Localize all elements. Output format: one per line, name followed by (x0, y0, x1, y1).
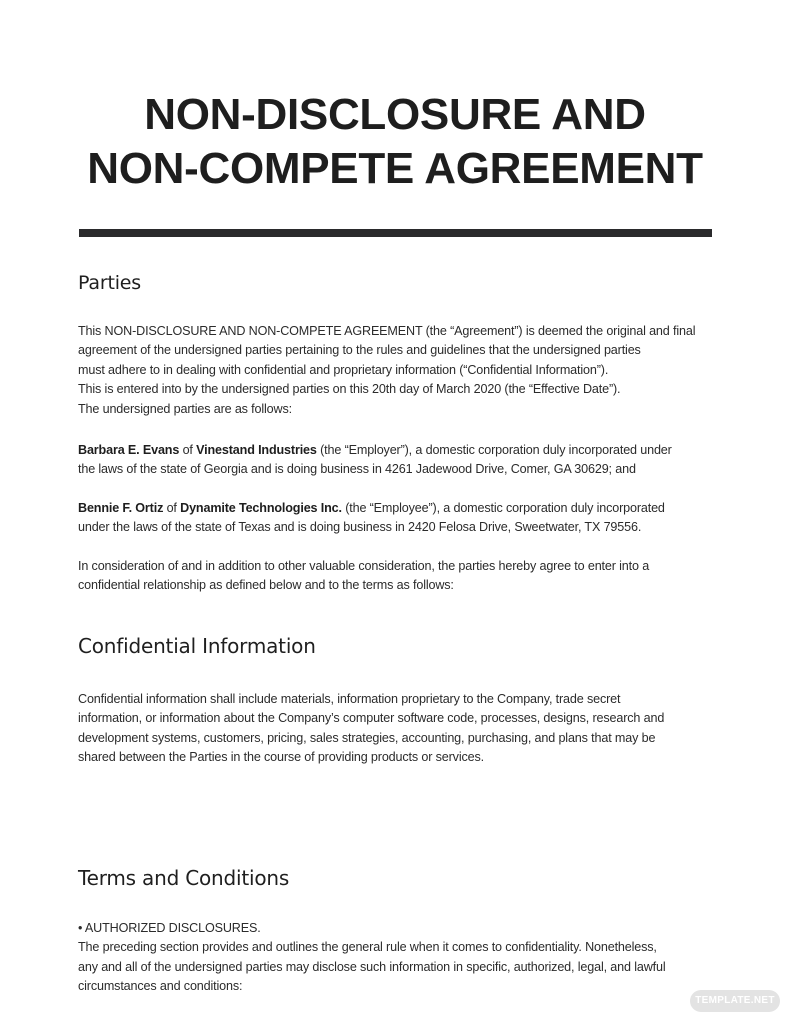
paragraph-line: This NON-DISCLOSURE AND NON-COMPETE AGREEMENT (the “Agreement”) is deemed the original and final (78, 324, 696, 338)
employer-name: Barbara E. Evans (78, 443, 180, 457)
paragraph-line: information, or information about the Company’s computer software code, processes, designs, research and (78, 711, 665, 726)
section-heading-parties: Parties (78, 272, 141, 294)
document-title (0, 88, 790, 196)
paragraph-line: The undersigned parties are as follows: (78, 401, 292, 416)
paragraph-line: circumstances and conditions: (78, 979, 243, 994)
title-divider (79, 229, 712, 237)
paragraph-line: confidential relationship as defined below and to the terms as follows: (78, 578, 454, 593)
paragraph-line (78, 499, 728, 518)
consideration-paragraph (78, 557, 728, 596)
title-line-2: NON-COMPETE AGREEMENT (87, 144, 703, 193)
confidential-paragraph (78, 690, 728, 768)
employee-name: Bennie F. Ortiz (78, 501, 164, 515)
section-heading-confidential-information: Confidential Information (78, 634, 316, 658)
paragraph-line: Confidential information shall include materials, information proprietary to the Company, trade secret (78, 692, 621, 706)
employee-paragraph (78, 499, 728, 538)
section-heading-terms-and-conditions: Terms and Conditions (78, 866, 290, 890)
employer-description: (the “Employer”), a domestic corporation duly incorporated under (316, 443, 672, 457)
template-net-watermark: TEMPLATE.NET (690, 990, 780, 1012)
paragraph-line: In consideration of and in addition to other valuable consideration, the parties hereby agree to enter into a (78, 559, 650, 573)
employer-paragraph (78, 441, 728, 480)
parties-intro-paragraph (78, 322, 728, 419)
employer-company: Vinestand Industries (196, 443, 317, 457)
paragraph-line: any and all of the undersigned parties may disclose such information in specific, authorized, legal, and lawful (78, 959, 666, 974)
paragraph-line: development systems, customers, pricing, sales strategies, accounting, purchasing, and plans that may be (78, 730, 656, 745)
employee-description: (the “Employee”), a domestic corporation duly incorporated (341, 501, 665, 515)
paragraph-line: The preceding section provides and outlines the general rule when it comes to confidentiality. Nonetheless, (78, 940, 657, 955)
connector-text: of (163, 501, 181, 515)
paragraph-line: agreement of the undersigned parties pertaining to the rules and guidelines that the undersigned parties (78, 343, 641, 358)
paragraph-line (78, 441, 728, 460)
paragraph-line: must adhere to in dealing with confidential and proprietary information (“Confidential Information”). (78, 362, 609, 377)
paragraph-line: under the laws of the state of Texas and is doing business in 2420 Felosa Drive, Sweetwater, TX 79556. (78, 520, 642, 535)
title-line-1: NON-DISCLOSURE AND (144, 90, 646, 139)
paragraph-line: the laws of the state of Georgia and is doing business in 4261 Jadewood Drive, Comer, GA 30629; and (78, 462, 636, 477)
authorized-disclosures-paragraph (78, 919, 728, 997)
connector-text: of (179, 443, 197, 457)
employee-company: Dynamite Technologies Inc. (180, 501, 342, 515)
paragraph-line: shared between the Parties in the course of providing products or services. (78, 750, 484, 765)
bullet-title: • AUTHORIZED DISCLOSURES. (78, 921, 261, 935)
paragraph-line: This is entered into by the undersigned parties on this 20th day of March 2020 (the “Effective Date”). (78, 382, 621, 397)
